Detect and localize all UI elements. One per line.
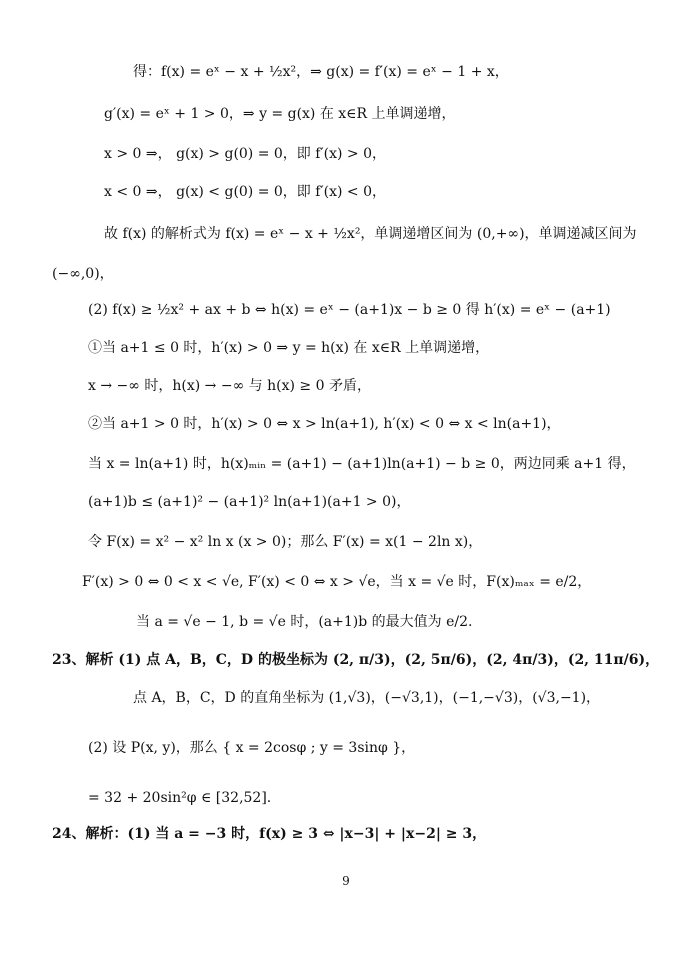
page-number: 9 [342, 874, 350, 888]
solution-line: (2) f(x) ≥ ½x² + ax + b ⇔ h(x) = eˣ − (a+1)x − b ≥ 0 得 h′(x) = eˣ − (a+1) [88, 302, 611, 318]
solution-line: x > 0 ⇒， g(x) > g(0) = 0，即 f′(x) > 0， [104, 146, 386, 162]
solution-line: (2) 设 P(x, y)，那么 { x = 2cosφ ; y = 3sinφ }， [88, 740, 416, 756]
solution-line: ②当 a+1 > 0 时，h′(x) > 0 ⇔ x > ln(a+1), h′(x) < 0 ⇔ x < ln(a+1)， [88, 416, 561, 432]
solution-line: 得：f(x) = eˣ − x + ½x²，⇒ g(x) = f′(x) = eˣ − 1 + x， [133, 64, 509, 80]
solution-line: (−∞,0)， [52, 266, 114, 282]
solution-line: 故 f(x) 的解析式为 f(x) = eˣ − x + ½x²，单调递增区间为 (0,+∞)，单调递减区间为 [104, 226, 637, 242]
solution-line: 当 x = ln(a+1) 时，h(x)ₘᵢₙ = (a+1) − (a+1)ln(a+1) − b ≥ 0，两边同乘 a+1 得， [88, 456, 636, 472]
solution-line: x → −∞ 时，h(x) → −∞ 与 h(x) ≥ 0 矛盾， [88, 378, 371, 394]
solution-line: F′(x) > 0 ⇔ 0 < x < √e, F′(x) < 0 ⇔ x > √e，当 x = √e 时，F(x)ₘₐₓ = e/2， [82, 574, 592, 590]
solution-line: (a+1)b ≤ (a+1)² − (a+1)² ln(a+1)(a+1 > 0)， [88, 494, 411, 510]
solution-line: g′(x) = eˣ + 1 > 0，⇒ y = g(x) 在 x∈R 上单调递增， [104, 106, 456, 122]
solution-line: x < 0 ⇒， g(x) < g(0) = 0，即 f′(x) < 0， [104, 184, 386, 200]
solution-line: 令 F(x) = x² − x² ln x (x > 0)；那么 F′(x) = x(1 − 2ln x)， [88, 534, 483, 550]
problem-23-heading: 23、解析 (1) 点 A，B，C，D 的极坐标为 (2, π/3)，(2, 5π/6)，(2, 4π/3)，(2, 11π/6)， [52, 652, 660, 668]
solution-line: ①当 a+1 ≤ 0 时，h′(x) > 0 ⇒ y = h(x) 在 x∈R 上单调递增， [88, 340, 490, 356]
solution-line: = 32 + 20sin²φ ∈ [32,52]. [88, 790, 272, 806]
solution-line: 点 A，B，C，D 的直角坐标为 (1,√3)，(−√3,1)，(−1,−√3)，(√3,−1)， [133, 690, 601, 706]
problem-24-heading: 24、解析：(1) 当 a = −3 时，f(x) ≥ 3 ⇔ |x−3| + |x−2| ≥ 3， [52, 826, 487, 842]
solution-line: 当 a = √e − 1, b = √e 时，(a+1)b 的最大值为 e/2. [136, 614, 473, 630]
